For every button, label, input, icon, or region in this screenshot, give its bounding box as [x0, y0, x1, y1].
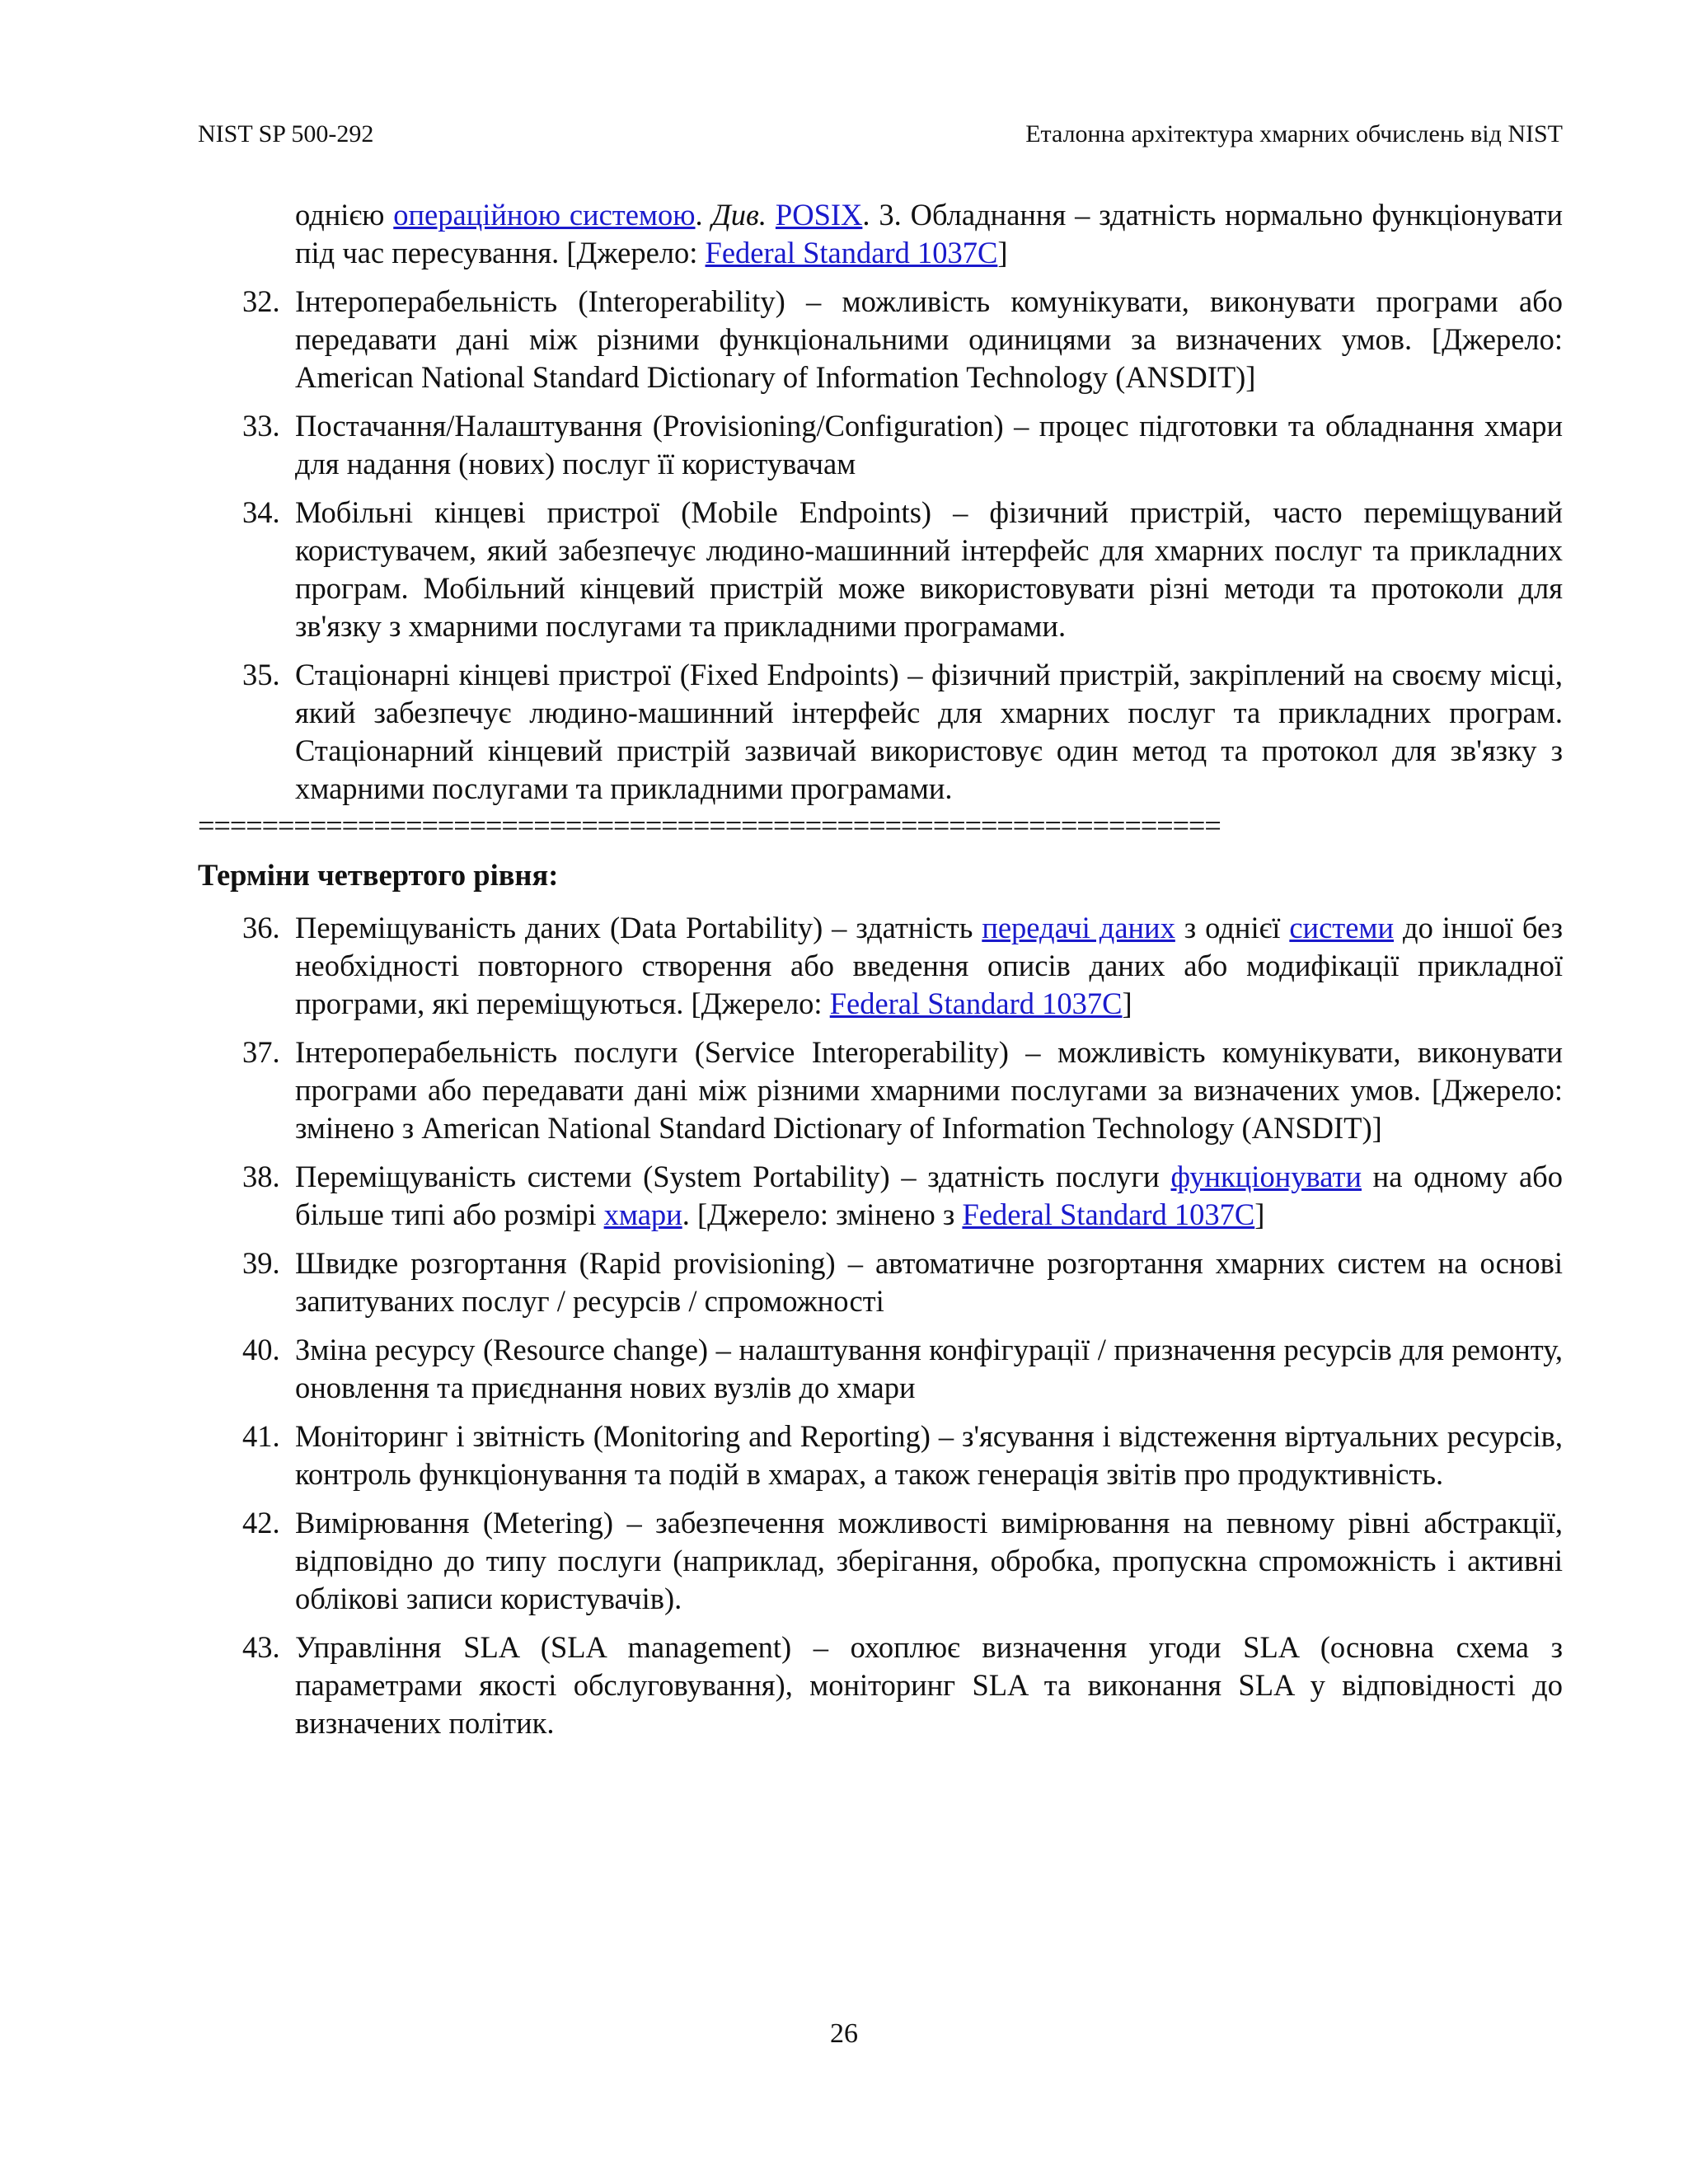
link-cloud[interactable]: хмари	[603, 1197, 682, 1231]
section-separator: ================================================================	[198, 813, 1221, 838]
term-number: 43.	[242, 1630, 280, 1664]
link-system[interactable]: системи	[1289, 911, 1395, 944]
section-title: Терміни четвертого рівня:	[198, 858, 559, 892]
link-federal-standard[interactable]: Federal Standard 1037C	[705, 236, 998, 269]
term-number: 35.	[242, 658, 280, 691]
term-item: 38. Переміщуваність системи (System Portability) – здатність послуги функціонувати на одному або більше типі або розмірі хмари. [Джерело: змінено з Federal Standard 1037C]	[242, 1160, 1563, 1231]
term-item	[198, 1629, 1563, 1742]
term-item	[198, 1331, 1563, 1407]
link-posix[interactable]: POSIX	[775, 198, 863, 232]
term-item	[198, 494, 1563, 645]
term-text: Управління SLA (SLA management) – охоплює визначення угоди SLA (основна схема з параметрами якості обслуговування), моніторинг SLA та виконання SLA у відповідності до визначених політик.	[295, 1630, 1563, 1740]
link-data-transfer[interactable]: передачі даних	[982, 911, 1175, 944]
term-text: Стаціонарні кінцеві пристрої (Fixed Endpoints) – фізичний пристрій, закріплений на своєму місці, який забезпечує людино-машинний інтерфейс для хмарних послуг та прикладних програм. Стаціонарний кінцевий пристрій зазвичай використовує один метод та протокол для зв'язку з хмарними послугами та прикладними програмами.	[295, 658, 1563, 805]
term-number: 34.	[242, 495, 280, 529]
term-number: 40.	[242, 1333, 280, 1366]
term-item	[198, 656, 1563, 808]
page-number: 26	[830, 2018, 858, 2049]
term-number: 39.	[242, 1246, 280, 1280]
term-item	[198, 1504, 1563, 1618]
link-federal-standard[interactable]: Federal Standard 1037C	[829, 987, 1123, 1020]
page-content	[198, 196, 1563, 1753]
header-doc-title: Еталонна архітектура хмарних обчислень від NIST	[1025, 120, 1563, 148]
term-text: Інтероперабельність послуги (Service Interoperability) – можливість комунікувати, виконувати програми або передавати дані між різними хмарними послугами за визначених умов. [Джерело: змінено з American National Standard Dictionary of Information Technology (ANSDIT)]	[295, 1035, 1563, 1145]
term-text: Постачання/Налаштування (Provisioning/Configuration) – процес підготовки та обладнання хмари для надання (нових) послуг її користувачам	[295, 409, 1563, 480]
term-item	[198, 283, 1563, 396]
term-number: 42.	[242, 1506, 280, 1540]
link-function[interactable]: функціонувати	[1170, 1160, 1362, 1193]
term-item	[198, 1244, 1563, 1320]
term-item: 36. Переміщуваність даних (Data Portability) – здатність передачі даних з однієї системи до іншої без необхідності повторного створення або введення описів даних або модифікації прикладної програми, які переміщуються. [Джерело: Federal Standard 1037C]	[242, 911, 1564, 1020]
term-text: Моніторинг і звітність (Monitoring and Reporting) – з'ясування і відстеження віртуальних ресурсів, контроль функціонування та подій в хмарах, а також генерація звітів про продуктивність.	[295, 1419, 1563, 1491]
term-item	[198, 407, 1563, 483]
link-operating-system[interactable]: операційною системою	[393, 198, 696, 232]
term-31-continuation: однією операційною системою. Див. POSIX. 3. Обладнання – здатність нормально функціонувати під час пересування. [Джерело: Federal Standard 1037C]	[295, 198, 1563, 269]
term-text: Вимірювання (Metering) – забезпечення можливості вимірювання на певному рівні абстракції, відповідно до типу послуги (наприклад, зберігання, обробка, пропускна спроможність і активні облікові записи користувачів).	[295, 1506, 1563, 1615]
header-doc-id: NIST SP 500-292	[198, 120, 374, 148]
term-text: Зміна ресурсу (Resource change) – налаштування конфігурації / призначення ресурсів для ремонту, оновлення та приєднання нових вузлів до хмари	[295, 1333, 1563, 1404]
link-federal-standard[interactable]: Federal Standard 1037C	[962, 1197, 1255, 1231]
term-text: Інтероперабельність (Interoperability) – можливість комунікувати, виконувати програми або передавати дані між різними функціональними одиницями за визначених умов. [Джерело: American National Standard Dictionary of Information Technology (ANSDIT)]	[295, 284, 1563, 394]
term-number: 32.	[242, 284, 280, 318]
page-header	[198, 118, 1563, 151]
term-number: 37.	[242, 1035, 280, 1069]
term-number: 36.	[242, 911, 280, 944]
term-item	[198, 1033, 1563, 1147]
term-text: Мобільні кінцеві пристрої (Mobile Endpoints) – фізичний пристрій, часто переміщуваний користувачем, який забезпечує людино-машинний інтерфейс для хмарних послуг та прикладних програм. Мобільний кінцевий пристрій може використовувати різні методи та протоколи для зв'язку з хмарними послугами та прикладними програмами.	[295, 495, 1563, 643]
term-number: 38.	[242, 1160, 280, 1193]
term-item	[198, 1418, 1563, 1493]
term-text: Швидке розгортання (Rapid provisioning) – автоматичне розгортання хмарних систем на основі запитуваних послуг / ресурсів / спроможності	[295, 1246, 1563, 1318]
term-number: 41.	[242, 1419, 280, 1453]
term-number: 33.	[242, 409, 280, 443]
